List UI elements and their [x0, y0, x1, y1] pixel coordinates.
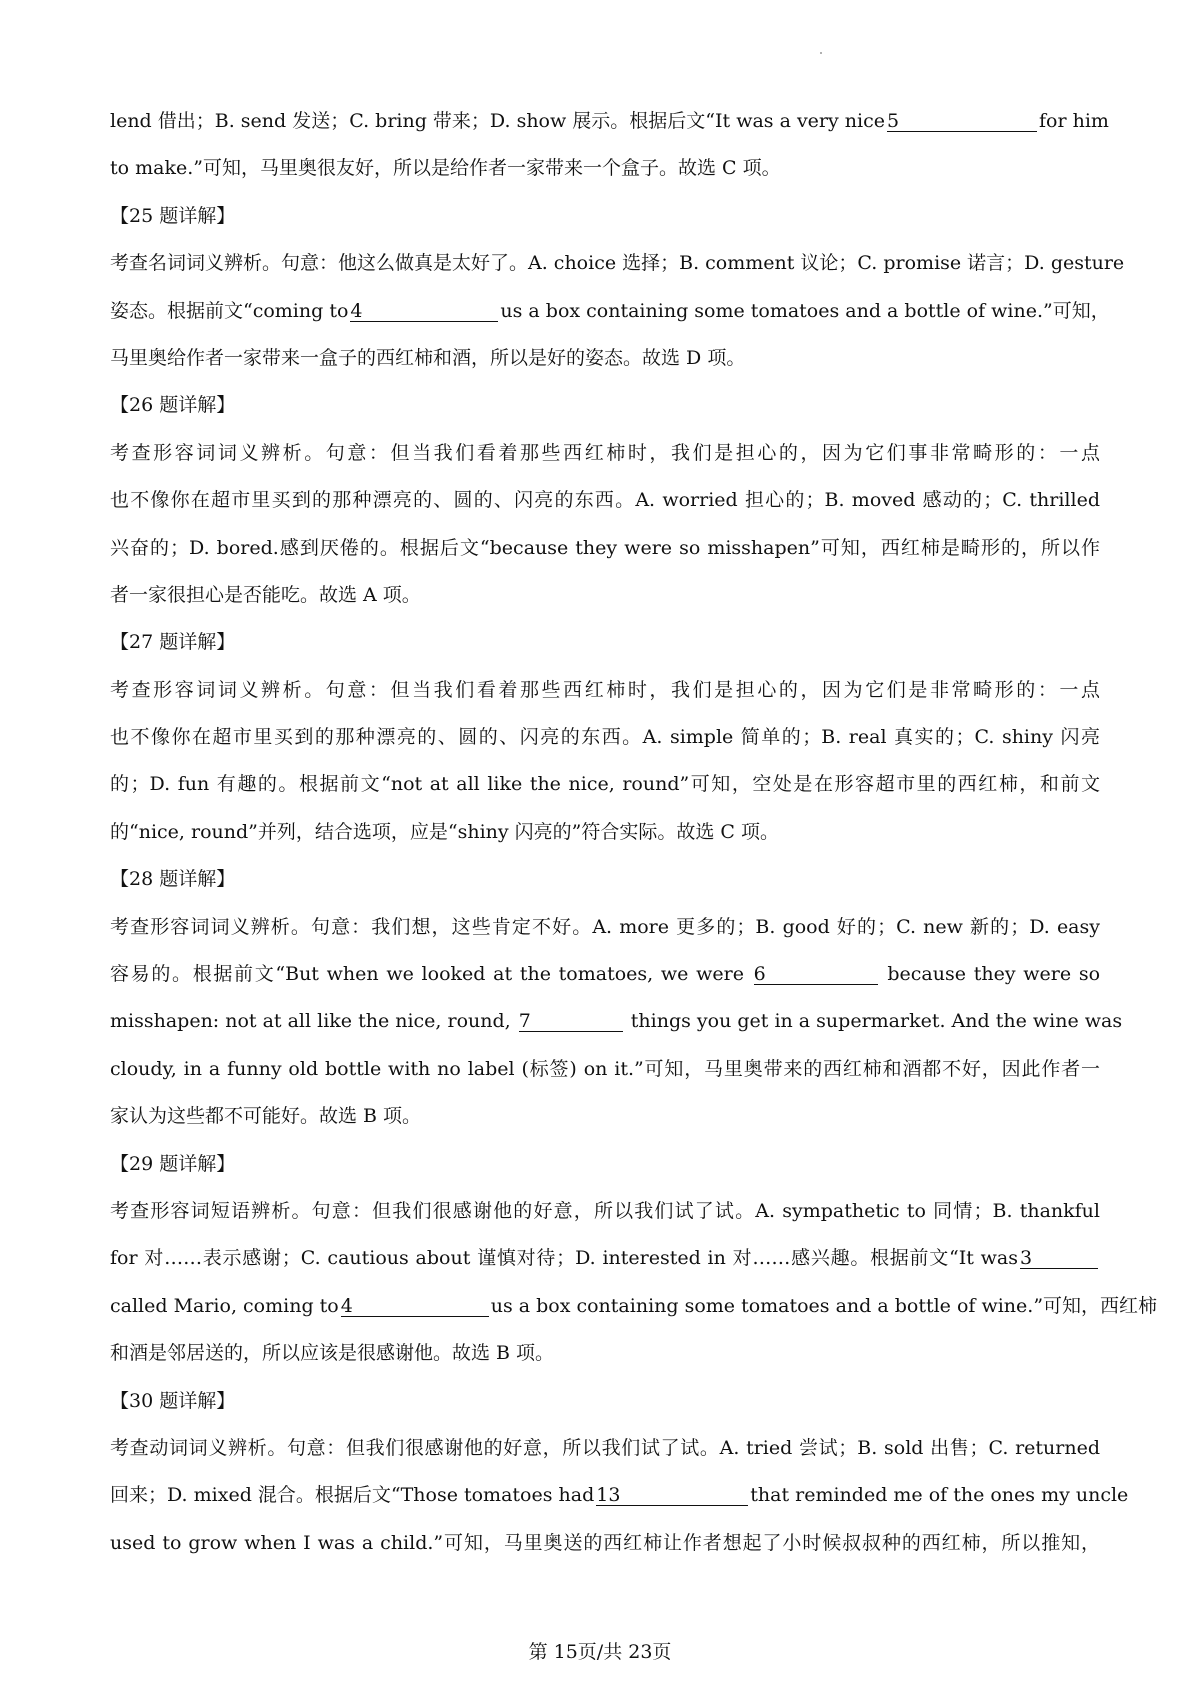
paragraph-line	[110, 1188, 1100, 1235]
text-run: 【27 题详解】	[110, 631, 236, 654]
text-run: 考查形容词词义辨析。句意：但当我们看着那些西红柿时，我们是担心的，因为它们是非常畸形的：一点	[110, 678, 1100, 701]
paragraph-line	[110, 572, 1100, 619]
text-run: 也不像你在超市里买到的那种漂亮的、圆的、闪亮的东西。A. simple 简单的；B. real 真实的；C. shiny 闪亮	[110, 726, 1100, 749]
blank-answer-line: 5	[887, 111, 1037, 132]
paragraph-line	[110, 714, 1100, 761]
blank-answer-line: 13	[596, 1485, 748, 1506]
text-run: to make.”可知，马里奥很友好，所以是给作者一家带来一个盒子。故选 C 项。	[110, 157, 781, 180]
section-heading	[110, 1378, 1100, 1425]
text-run: things you get in a supermarket. And the wine was	[624, 1010, 1123, 1033]
blank-answer-line: 4	[350, 301, 498, 322]
text-run: 也不像你在超市里买到的那种漂亮的、圆的、闪亮的东西。A. worried 担心的；B. moved 感动的；C. thrilled	[110, 489, 1100, 512]
text-run: 考查名词词义辨析。句意：他这么做真是太好了。A. choice 选择；B. comment 议论；C. promise 诺言；D. gesture	[110, 252, 1125, 275]
section-heading	[110, 382, 1100, 429]
text-run: used to grow when I was a child.”可知，马里奥送的西红柿让作者想起了小时候叔叔种的西红柿，所以推知，	[110, 1531, 1100, 1554]
section-heading	[110, 193, 1100, 240]
paragraph-line	[110, 430, 1100, 477]
paragraph-line	[110, 761, 1100, 808]
paragraph-line	[110, 1283, 1158, 1330]
paragraph-line	[110, 1472, 1129, 1519]
blank-answer-line: 7	[519, 1011, 623, 1032]
text-run: 的；D. fun 有趣的。根据前文“not at all like the nice, round”可知，空处是在形容超市里的西红柿，和前文	[110, 773, 1100, 796]
text-run: 考查形容词词义辨析。句意：但当我们看着那些西红柿时，我们是担心的，因为它们事非常畸形的：一点	[110, 441, 1100, 464]
text-run: 的“nice, round”并列，结合选项，应是“shiny 闪亮的”符合实际。故选 C 项。	[110, 820, 779, 843]
section-heading	[110, 856, 1100, 903]
text-run: 【30 题详解】	[110, 1389, 236, 1412]
paragraph-line	[110, 809, 1100, 856]
paragraph-line	[110, 288, 1110, 335]
text-run: 考查形容词短语辨析。句意：但我们很感谢他的好意，所以我们试了试。A. sympathetic to 同情；B. thankful	[110, 1199, 1100, 1222]
paragraph-line	[110, 904, 1100, 951]
text-run: 姿态。根据前文“coming to	[110, 299, 349, 322]
document-body	[110, 98, 1158, 1567]
paragraph-line	[110, 667, 1100, 714]
text-run: 【29 题详解】	[110, 1152, 236, 1175]
paragraph-line	[110, 1330, 1100, 1377]
blank-answer-line: 6	[754, 964, 878, 985]
text-run: 【25 题详解】	[110, 204, 236, 227]
text-run: misshapen: not at all like the nice, round,	[110, 1010, 517, 1033]
paragraph-line	[110, 98, 1109, 145]
section-heading	[110, 619, 1100, 666]
text-run: because they were so	[879, 963, 1101, 986]
text-run: 和酒是邻居送的，所以应该是很感谢他。故选 B 项。	[110, 1342, 555, 1365]
text-run: 家认为这些都不可能好。故选 B 项。	[110, 1105, 422, 1128]
paragraph-line	[110, 477, 1100, 524]
text-run: 考查动词词义辨析。句意：但我们很感谢他的好意，所以我们试了试。A. tried 尝试；B. sold 出售；C. returned	[110, 1436, 1100, 1459]
paragraph-line	[110, 951, 1100, 998]
text-run: 者一家很担心是否能吃。故选 A 项。	[110, 583, 421, 606]
text-run: us a box containing some tomatoes and a bottle of wine.”可知，西红柿	[490, 1294, 1158, 1317]
text-run: lend 借出；B. send 发送；C. bring 带来；D. show 展示。根据后文“It was a very nice	[110, 110, 885, 132]
paragraph-line	[110, 145, 1100, 192]
text-run: 【28 题详解】	[110, 868, 236, 891]
page-number: 第 15页/共 23页	[528, 1641, 672, 1663]
text-run: 考查形容词词义辨析。句意：我们想，这些肯定不好。A. more 更多的；B. good 好的；C. new 新的；D. easy	[110, 915, 1100, 938]
text-run: that reminded me of the ones my uncle	[750, 1484, 1129, 1507]
text-run: for 对……表示感谢；C. cautious about 谨慎对待；D. interested in 对……感兴趣。根据前文“It was	[110, 1247, 1018, 1270]
paragraph-line	[110, 1093, 1100, 1140]
blank-answer-line: 3	[1020, 1248, 1098, 1269]
text-run: 容易的。根据前文“But when we looked at the tomatoes, we were	[110, 963, 752, 986]
paragraph-line	[110, 1046, 1100, 1093]
paragraph-line	[110, 998, 1123, 1045]
text-run: 马里奥给作者一家带来一盒子的西红柿和酒，所以是好的姿态。故选 D 项。	[110, 346, 746, 369]
text-run: called Mario, coming to	[110, 1294, 339, 1317]
blank-answer-line: 4	[341, 1296, 489, 1317]
text-run: cloudy, in a funny old bottle with no label (标签) on it.”可知，马里奥带来的西红柿和酒都不好，因此作者一	[110, 1057, 1100, 1080]
paragraph-line	[110, 1235, 1100, 1282]
text-run: us a box containing some tomatoes and a bottle of wine.”可知，	[500, 299, 1110, 322]
page-speck	[820, 52, 822, 54]
text-run: for him	[1038, 110, 1109, 132]
text-run: 回来；D. mixed 混合。根据后文“Those tomatoes had	[110, 1484, 595, 1507]
text-run: 兴奋的；D. bored.感到厌倦的。根据后文“because they were so misshapen”可知，西红柿是畸形的，所以作	[110, 536, 1100, 559]
paragraph-line	[110, 335, 1100, 382]
section-heading	[110, 1141, 1100, 1188]
paragraph-line	[110, 1425, 1100, 1472]
text-run: 【26 题详解】	[110, 394, 236, 417]
paragraph-line	[110, 240, 1125, 287]
paragraph-line	[110, 525, 1100, 572]
paragraph-line	[110, 1520, 1100, 1567]
